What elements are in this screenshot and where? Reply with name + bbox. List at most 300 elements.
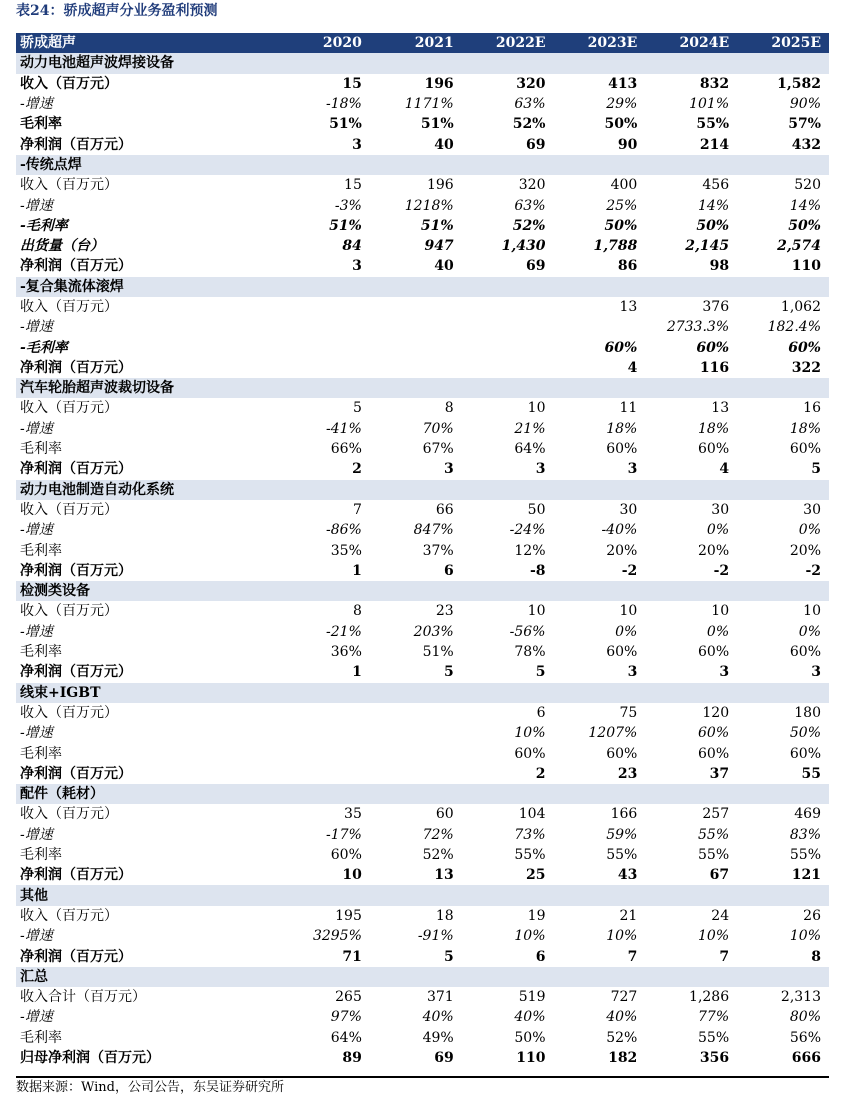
row-label: 净利润（百万元） (20, 461, 132, 478)
table-cell: 6 (443, 562, 454, 579)
table-cell (278, 358, 370, 378)
table-cell: 10% (514, 928, 546, 945)
table-cell: 52% (512, 116, 546, 133)
table-cell: 0% (706, 623, 730, 640)
section-label: -复合集流体滚焊 (16, 277, 829, 297)
table-row (16, 94, 829, 114)
table-cell: 43 (617, 867, 638, 884)
section-row (16, 277, 829, 297)
table-cell: 7 (719, 948, 730, 965)
table-row (16, 865, 829, 885)
table-cell: 86 (617, 258, 638, 275)
table-cell: 6 (536, 704, 546, 721)
table-cell: 432 (791, 136, 821, 153)
table-cell: 50% (696, 217, 730, 234)
row-label: 出货量（台） (20, 238, 104, 255)
header-cell-2021: 2021 (370, 33, 462, 53)
table-cell: 3 (719, 664, 730, 681)
table-cell: 60% (696, 339, 730, 356)
table-cell: 63% (514, 197, 546, 214)
table-row (16, 987, 829, 1007)
table-cell: 7 (352, 501, 362, 518)
table-cell: 5 (352, 400, 362, 417)
table-cell: 60% (698, 745, 730, 762)
table-cell: 3 (352, 136, 362, 153)
table-row (16, 236, 829, 256)
row-label: 收入（百万元） (20, 299, 118, 315)
table-cell: 75 (619, 704, 638, 721)
table-cell (462, 297, 554, 317)
row-label: 毛利率 (20, 847, 62, 864)
table-row (16, 622, 829, 642)
table-cell: 55% (696, 116, 730, 133)
table-cell: 19 (527, 907, 546, 924)
table-cell: 21% (514, 420, 546, 437)
table-cell: 180 (794, 704, 821, 721)
table-cell: 0% (615, 623, 638, 640)
table-cell: 520 (794, 177, 821, 194)
table-cell: 10 (619, 603, 638, 620)
row-label: 净利润（百万元） (20, 948, 132, 965)
section-label: 检测类设备 (16, 581, 829, 601)
table-cell: 2 (535, 765, 546, 782)
table-cell: 13 (711, 400, 730, 417)
table-cell: 5 (535, 664, 546, 681)
row-label: 毛利率 (20, 1029, 62, 1046)
section-label: 汽车轮胎超声波裁切设备 (16, 378, 829, 398)
table-cell: 195 (335, 907, 362, 924)
table-cell: 3 (627, 461, 638, 478)
table-cell: 67% (422, 441, 454, 458)
table-cell (370, 317, 462, 337)
section-row (16, 967, 829, 987)
table-cell: 37 (709, 765, 730, 782)
table-row (16, 825, 829, 845)
table-cell: 1207% (588, 725, 638, 742)
table-cell (278, 297, 370, 317)
row-label: -毛利率 (20, 217, 68, 234)
row-label: 收入（百万元） (20, 907, 118, 924)
header-cell-2023e: 2023E (554, 33, 646, 53)
table-row (16, 358, 829, 378)
table-cell: 89 (342, 1049, 362, 1066)
table-cell: 13 (619, 299, 638, 315)
table-cell: 84 (342, 238, 362, 255)
table-cell: 4 (627, 359, 638, 376)
table-row (16, 1048, 829, 1068)
table-cell: 20% (606, 542, 638, 559)
row-label: 净利润（百万元） (20, 867, 132, 884)
row-label: 净利润（百万元） (20, 258, 132, 275)
table-cell: 30 (619, 501, 638, 518)
row-label: 净利润（百万元） (20, 359, 132, 376)
row-label: 收入（百万元） (20, 75, 118, 92)
table-cell: 51% (420, 217, 454, 234)
table-cell: 64% (514, 441, 546, 458)
row-label: 归母净利润（百万元） (20, 1049, 160, 1066)
table-cell (278, 743, 370, 763)
table-cell: -8 (529, 562, 546, 579)
table-row (16, 216, 829, 236)
table-cell: 5 (443, 948, 454, 965)
table-cell (370, 337, 462, 357)
table-cell: 60% (330, 847, 362, 864)
table-cell: 203% (413, 623, 454, 640)
table-cell (278, 317, 370, 337)
table-cell: 57% (788, 116, 821, 133)
row-label: 毛利率 (20, 116, 62, 133)
table-cell: 77% (698, 1009, 730, 1026)
row-label: -增速 (20, 1009, 53, 1026)
table-cell: 30 (711, 501, 730, 518)
table-cell: 10 (711, 603, 730, 620)
table-cell: 60% (698, 644, 730, 661)
row-label: 收入（百万元） (20, 400, 118, 417)
row-label: 净利润（百万元） (20, 765, 132, 782)
table-cell: 847% (413, 522, 454, 539)
table-cell: 0% (706, 522, 730, 539)
table-row (16, 398, 829, 418)
table-cell: 0% (798, 623, 821, 640)
table-cell: 52% (512, 217, 546, 234)
table-cell: 456 (702, 177, 730, 194)
table-cell: 78% (514, 644, 546, 661)
table-cell: 1218% (404, 197, 454, 214)
table-cell (462, 337, 554, 357)
row-label: 收入（百万元） (20, 501, 118, 518)
table-row (16, 439, 829, 459)
table-row (16, 845, 829, 865)
table-cell: 10% (606, 928, 638, 945)
row-label: -增速 (20, 522, 53, 539)
table-cell: -41% (326, 420, 362, 437)
table-cell: 2,574 (777, 238, 821, 255)
table-row (16, 175, 829, 195)
table-cell: 3 (811, 664, 821, 681)
table-cell: 104 (518, 806, 546, 823)
table-row (16, 114, 829, 134)
table-cell: 110 (791, 258, 821, 275)
table-cell: 49% (422, 1029, 454, 1046)
table-cell: 60% (789, 441, 821, 458)
section-label: 配件（耗材） (16, 784, 829, 804)
table-cell: 55% (606, 847, 638, 864)
table-cell: 60% (604, 339, 638, 356)
table-cell: 400 (610, 177, 638, 194)
section-row (16, 784, 829, 804)
table-cell: 20% (789, 542, 821, 559)
row-label: -增速 (20, 928, 53, 945)
table-cell: 55% (698, 1029, 730, 1046)
table-cell: 2 (352, 461, 362, 478)
table-cell: 3 (352, 258, 362, 275)
table-cell: 1,062 (780, 299, 821, 315)
table-cell: 5 (443, 664, 454, 681)
table-body (16, 53, 829, 1068)
table-cell: 63% (514, 96, 546, 113)
table-cell (370, 723, 462, 743)
table-row (16, 297, 829, 317)
table-cell: 20% (698, 542, 730, 559)
table-cell: 356 (699, 1049, 730, 1066)
table-cell: 16 (803, 400, 821, 417)
table-cell: 727 (610, 989, 638, 1006)
table-cell: 35% (330, 542, 362, 559)
table-cell: 519 (518, 989, 546, 1006)
row-label: 净利润（百万元） (20, 136, 132, 153)
header-cell-2024e: 2024E (645, 33, 737, 53)
table-cell: 13 (434, 867, 454, 884)
table-cell: 80% (789, 1009, 821, 1026)
table-cell (370, 703, 462, 723)
table-cell: 67 (709, 867, 730, 884)
row-label: -增速 (20, 197, 53, 214)
table-cell: -3% (334, 197, 362, 214)
table-cell: 18% (789, 420, 821, 437)
header-cell-company: 骄成超声 (16, 33, 278, 53)
table-cell: 0% (798, 522, 821, 539)
table-cell: 73% (514, 826, 546, 843)
table-cell: 72% (422, 826, 454, 843)
table-cell (278, 764, 370, 784)
table-cell (370, 358, 462, 378)
table-cell (462, 317, 554, 337)
table-cell: 51% (329, 116, 362, 133)
table-cell: 52% (422, 847, 454, 864)
table-cell: 55 (801, 765, 821, 782)
table-cell: 23 (435, 603, 454, 620)
table-cell: 50% (788, 217, 821, 234)
table-cell: 55% (698, 847, 730, 864)
table-cell: 23 (617, 765, 638, 782)
table-cell: 36% (330, 644, 362, 661)
table-cell: 69 (526, 258, 546, 275)
table-cell: 60% (606, 745, 638, 762)
table-row (16, 1028, 829, 1048)
table-row (16, 926, 829, 946)
table-cell: -2 (713, 562, 730, 579)
row-label: 收入合计（百万元） (20, 989, 146, 1006)
table-cell: 60% (698, 441, 730, 458)
table-cell: 10% (514, 725, 546, 742)
header-cell-2025e: 2025E (737, 33, 829, 53)
table-cell: 50% (604, 116, 638, 133)
table-cell: 11 (619, 400, 638, 417)
table-cell: 413 (608, 75, 638, 92)
table-cell: 59% (606, 826, 638, 843)
table-cell: 5 (811, 461, 821, 478)
table-cell: 320 (516, 75, 546, 92)
row-label: 净利润（百万元） (20, 664, 132, 681)
table-cell: 69 (434, 1049, 454, 1066)
table-cell: 51% (329, 217, 362, 234)
row-label: -毛利率 (20, 339, 68, 356)
table-cell: 50 (527, 501, 546, 518)
table-cell: 14% (698, 197, 730, 214)
table-cell: 66% (330, 441, 362, 458)
table-row (16, 74, 829, 94)
row-label: 毛利率 (20, 542, 62, 559)
table-cell: 60% (606, 441, 638, 458)
table-cell: 12% (514, 542, 546, 559)
table-cell: 10 (342, 867, 362, 884)
table-cell: 60% (789, 644, 821, 661)
header-cell-2022e: 2022E (462, 33, 554, 53)
row-label: 净利润（百万元） (20, 562, 132, 579)
table-cell: 320 (518, 177, 546, 194)
section-row (16, 480, 829, 500)
table-row (16, 459, 829, 479)
row-label: 收入（百万元） (20, 177, 118, 194)
table-cell: 832 (699, 75, 730, 92)
section-row (16, 885, 829, 905)
table-cell: 6 (535, 948, 546, 965)
table-cell: 50% (514, 1029, 546, 1046)
table-cell: 69 (526, 136, 546, 153)
row-label: 收入（百万元） (20, 704, 118, 721)
table-cell: 71 (342, 948, 362, 965)
section-row (16, 378, 829, 398)
table-row (16, 642, 829, 662)
table-cell: 116 (699, 359, 730, 376)
table-cell: 50% (789, 725, 821, 742)
table-cell: 322 (791, 359, 821, 376)
table-cell: 60% (606, 644, 638, 661)
table-cell: 2733.3% (666, 319, 730, 336)
table-row (16, 520, 829, 540)
table-cell: 70% (422, 420, 454, 437)
table-cell: 55% (789, 847, 821, 864)
table-row (16, 561, 829, 581)
table-cell: 40% (422, 1009, 454, 1026)
table-cell: -18% (326, 96, 362, 113)
table-cell: 1,582 (777, 75, 821, 92)
table-cell: 90 (617, 136, 638, 153)
table-cell: 60% (789, 745, 821, 762)
table-cell: 51% (420, 116, 454, 133)
table-cell: 1 (352, 562, 362, 579)
table-cell: 182 (608, 1049, 638, 1066)
table-row (16, 500, 829, 520)
table-cell: 666 (791, 1049, 821, 1066)
table-cell: 166 (610, 806, 638, 823)
row-label: 毛利率 (20, 441, 62, 458)
table-cell: 25% (606, 197, 638, 214)
row-label: 毛利率 (20, 745, 62, 762)
table-cell: -86% (326, 522, 362, 539)
table-cell: 10% (789, 928, 821, 945)
table-cell: 265 (335, 989, 362, 1006)
section-row (16, 155, 829, 175)
table-cell: 60% (788, 339, 821, 356)
table-cell: 2,145 (685, 238, 730, 255)
table-cell: 182.4% (767, 319, 821, 336)
table-cell: 40 (434, 136, 454, 153)
table-cell: 196 (426, 177, 454, 194)
table-row (16, 764, 829, 784)
table-row (16, 256, 829, 276)
table-cell (370, 764, 462, 784)
section-label: 汇总 (16, 967, 829, 987)
table-cell: 2,313 (780, 989, 821, 1006)
forecast-table (16, 33, 829, 1068)
table-row (16, 540, 829, 560)
table-row (16, 723, 829, 743)
section-label: 其他 (16, 885, 829, 905)
table-row (16, 662, 829, 682)
row-label: -增速 (20, 725, 53, 742)
table-cell: 18% (698, 420, 730, 437)
table-cell: 1,788 (593, 238, 638, 255)
table-cell: 37% (422, 542, 454, 559)
table-cell: 30 (803, 501, 821, 518)
row-label: -增速 (20, 623, 53, 640)
table-row (16, 804, 829, 824)
table-cell: 121 (791, 867, 821, 884)
table-cell: 3 (443, 461, 454, 478)
table-cell: 1,286 (689, 989, 730, 1006)
table-cell: 10 (803, 603, 821, 620)
source-note: 数据来源：Wind，公司公告，东吴证券研究所 (16, 1080, 284, 1095)
table-row (16, 337, 829, 357)
table-cell: 40 (434, 258, 454, 275)
section-row (16, 53, 829, 73)
table-cell: 214 (699, 136, 730, 153)
section-label: 线束+IGBT (16, 683, 829, 703)
table-cell: 60% (698, 725, 730, 742)
table-cell: 97% (330, 1009, 362, 1026)
table-cell (278, 703, 370, 723)
table-cell: -91% (417, 928, 454, 945)
table-cell: 376 (702, 299, 730, 315)
table-cell: 8 (811, 948, 821, 965)
table-cell: 55% (514, 847, 546, 864)
table-cell (278, 337, 370, 357)
table-cell: 26 (803, 907, 821, 924)
table-title: 表24：骄成超声分业务盈利预测 (16, 3, 218, 19)
table-cell: 3295% (312, 928, 362, 945)
table-cell: 120 (702, 704, 730, 721)
row-label: 收入（百万元） (20, 603, 118, 620)
table-cell: 10 (527, 400, 546, 417)
table-cell: 51% (422, 644, 454, 661)
table-cell: 18 (435, 907, 454, 924)
table-cell: 40% (606, 1009, 638, 1026)
table-cell: 64% (330, 1029, 362, 1046)
row-label: -增速 (20, 826, 53, 843)
table-cell: 55% (698, 826, 730, 843)
table-cell: 83% (789, 826, 821, 843)
table-cell: 3 (535, 461, 546, 478)
table-cell: 56% (789, 1029, 821, 1046)
table-cell: 29% (606, 96, 638, 113)
section-row (16, 683, 829, 703)
table-row (16, 317, 829, 337)
table-cell: 8 (444, 400, 454, 417)
table-cell: 469 (794, 806, 821, 823)
row-label: -增速 (20, 96, 53, 113)
table-cell: 50% (604, 217, 638, 234)
table-cell: 196 (424, 75, 454, 92)
table-row (16, 703, 829, 723)
section-row (16, 581, 829, 601)
table-cell: 10 (527, 603, 546, 620)
table-cell: 15 (344, 177, 362, 194)
table-cell: 25 (526, 867, 546, 884)
table-row (16, 743, 829, 763)
row-label: 毛利率 (20, 644, 62, 661)
header-cell-2020: 2020 (278, 33, 370, 53)
